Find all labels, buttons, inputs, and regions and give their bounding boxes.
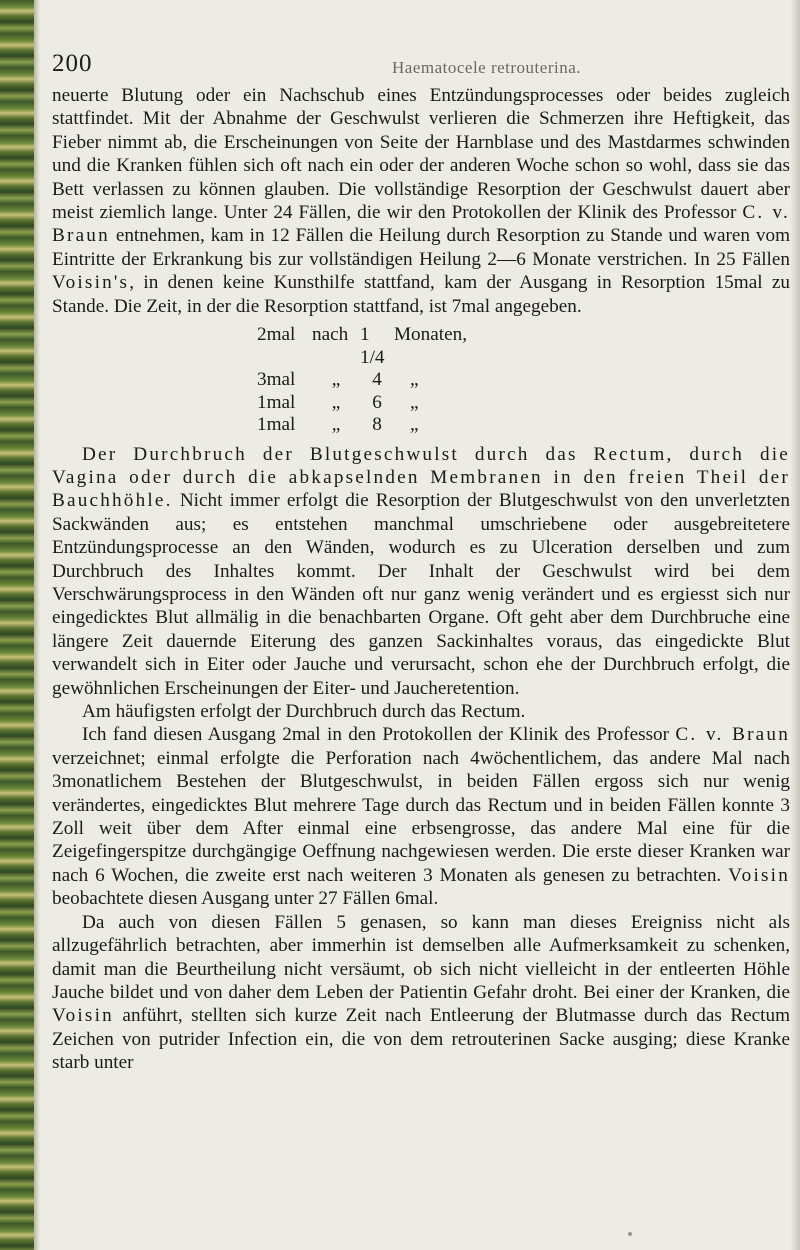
- paragraph-text: Nicht immer erfolgt die Resorption der Blutgeschwulst von den unverletzten Sackwänden aus; es entstehen manchmal umschriebene oder ausgebreitetere Entzündungsprocesse an den Wänden, wodurch es zu Ulceration derselben und zum Durchbruch des Inhaltes kommt. Der Inhalt der Geschwulst wird bei dem Verschwärungsprocess in den Wänden oft nur ganz wenig verändert und es ergiesst sich nur eingedicktes Blut allmälig in die benachbarten Organe. Oft geht aber dem Durchbruche eine längere Zeit dauernde Eiterung des ganzen Sackinhaltes voraus, das eingedickte Blut verwandelt sich in Eiter oder Jauche und verursacht, schon ehe der Durchbruch erfolgt, die gewöhnlichen Erscheinungen der Eiter- und Jaucheretention.: [52, 490, 790, 699]
- person-name: Voisin's: [52, 272, 130, 294]
- paragraph-3: [52, 700, 790, 723]
- table-cell-word: „: [331, 391, 341, 413]
- table-cell-count: 3mal: [257, 369, 296, 391]
- person-name: C. v. Braun: [675, 724, 790, 746]
- table-cell-number: 1 1/4: [360, 324, 385, 368]
- paragraph-text: , in denen keine Kunsthilfe stattfand, kam der Ausgang in Resorption 15mal zu Stande. Die Zeit, in der die Resorption stattfand, ist 7mal angegeben.: [52, 272, 790, 317]
- person-name: C. v. Braun: [52, 202, 790, 247]
- table-row: [257, 369, 790, 392]
- paragraph-4: [52, 723, 790, 910]
- table-cell-unit: Monaten,: [394, 324, 468, 346]
- page-gutter-shadow: [34, 0, 40, 1250]
- table-row: [257, 392, 790, 415]
- table-cell-count: 1mal: [257, 414, 296, 436]
- paragraph-text: entnehmen, kam in 12 Fällen die Heilung durch Resorption zu Stande und waren vom Eintritte der Erkrankung bis zur vollständigen Heilung 2—6 Monate verstrichen. In 25 Fällen: [52, 225, 790, 270]
- table-row: [257, 324, 790, 369]
- page-header: [52, 50, 790, 84]
- table-cell-unit: „: [410, 414, 419, 436]
- resorption-time-table: [257, 324, 790, 437]
- section-heading-spaced: Der Durchbruch der Blutgeschwulst durch das Rectum, durch die Vagina oder durch die abkapselnden Membranen in den freien Theil der Bauchhöhle.: [52, 443, 790, 512]
- paragraph-text: Am häufigsten erfolgt der Durchbruch durch das Rectum.: [82, 701, 526, 723]
- table-cell-number: 4: [372, 369, 382, 391]
- paragraph-text: Da auch von diesen Fällen 5 genasen, so kann man dieses Ereigniss nicht als allzugefährlich betrachten, aber immerhin ist demselben alle Aufmerksamkeit zu schenken, damit man die Beurtheilung nicht versäumt, ob sich nicht vielleicht in der entleerten Höhle Jauche bildet und von daher dem Leben der Patientin Gefahr droht. Bei einer der Kranken, die: [52, 911, 790, 1003]
- person-name: Voisin: [728, 864, 790, 886]
- paragraph-text: verzeichnet; einmal erfolgte die Perforation nach 4wöchentlichem, das andere Mal nach 3monatlichem Bestehen der Blutgeschwulst, in beiden Fällen ergoss sich nur wenig verändertes, eingedicktes Blut mehrere Tage durch das Rectum und in beiden Fällen konnte 3 Zoll weit über dem After einmal eine erbsengrosse, das andere Mal eine für die Zeigefingerspitze durchgängige Oeffnung nachgewiesen werden. Die erste dieser Kranken war nach 6 Wochen, die zweite erst nach weiteren 3 Monaten als genesen zu betrachten.: [52, 747, 790, 886]
- paragraph-text: Ich fand diesen Ausgang 2mal in den Protokollen der Klinik des Professor: [82, 724, 676, 746]
- table-cell-number: 6: [372, 391, 382, 413]
- paragraph-text: neuerte Blutung oder ein Nachschub eines Entzündungsprocesses oder beides zugleich stattfindet. Mit der Abnahme der Geschwulst verlieren die Schmerzen ihre Heftigkeit, das Fieber nimmt ab, die Erscheinungen von Seite der Harnblase und des Mastdarmes schwinden und die Kranken fühlen sich oft nach ein oder der anderen Woche schon so wohl, dass sie das Bett verlassen zu können glauben. Die vollständige Resorption der Geschwulst dauert aber meist ziemlich lange. Unter 24 Fällen, die wir den Protokollen der Klinik des Professor: [52, 85, 790, 224]
- paragraph-2: [52, 443, 790, 700]
- table-cell-count: 1mal: [257, 391, 296, 413]
- table-cell-number: 8: [372, 414, 382, 436]
- running-title: Haematocele retrouterina.: [392, 58, 582, 77]
- table-cell-unit: „: [410, 391, 419, 413]
- paragraph-5: [52, 911, 790, 1075]
- table-row: [257, 414, 790, 437]
- person-name: Voisin: [52, 1005, 114, 1027]
- table-cell-count: 2mal: [257, 324, 296, 346]
- book-spine-marbled-edge: [0, 0, 34, 1250]
- paragraph-text: anführt, stellten sich kurze Zeit nach Entleerung der Blutmasse durch das Rectum Zeichen von putrider Infection ein, die von dem retrouterinen Sacke ausging; diese Kranke starb unter: [52, 1005, 790, 1074]
- table-cell-word: „: [331, 369, 341, 391]
- page-number: 200: [52, 50, 93, 77]
- table-cell-unit: „: [410, 369, 419, 391]
- paragraph-1: [52, 84, 790, 318]
- paper-spot: [628, 1232, 632, 1236]
- book-page: [52, 50, 790, 1075]
- page-right-edge: [790, 0, 800, 1250]
- table-cell-word: „: [331, 414, 341, 436]
- table-cell-word: nach: [312, 324, 349, 346]
- paragraph-text: beobachtete diesen Ausgang unter 27 Fällen 6mal.: [52, 888, 439, 910]
